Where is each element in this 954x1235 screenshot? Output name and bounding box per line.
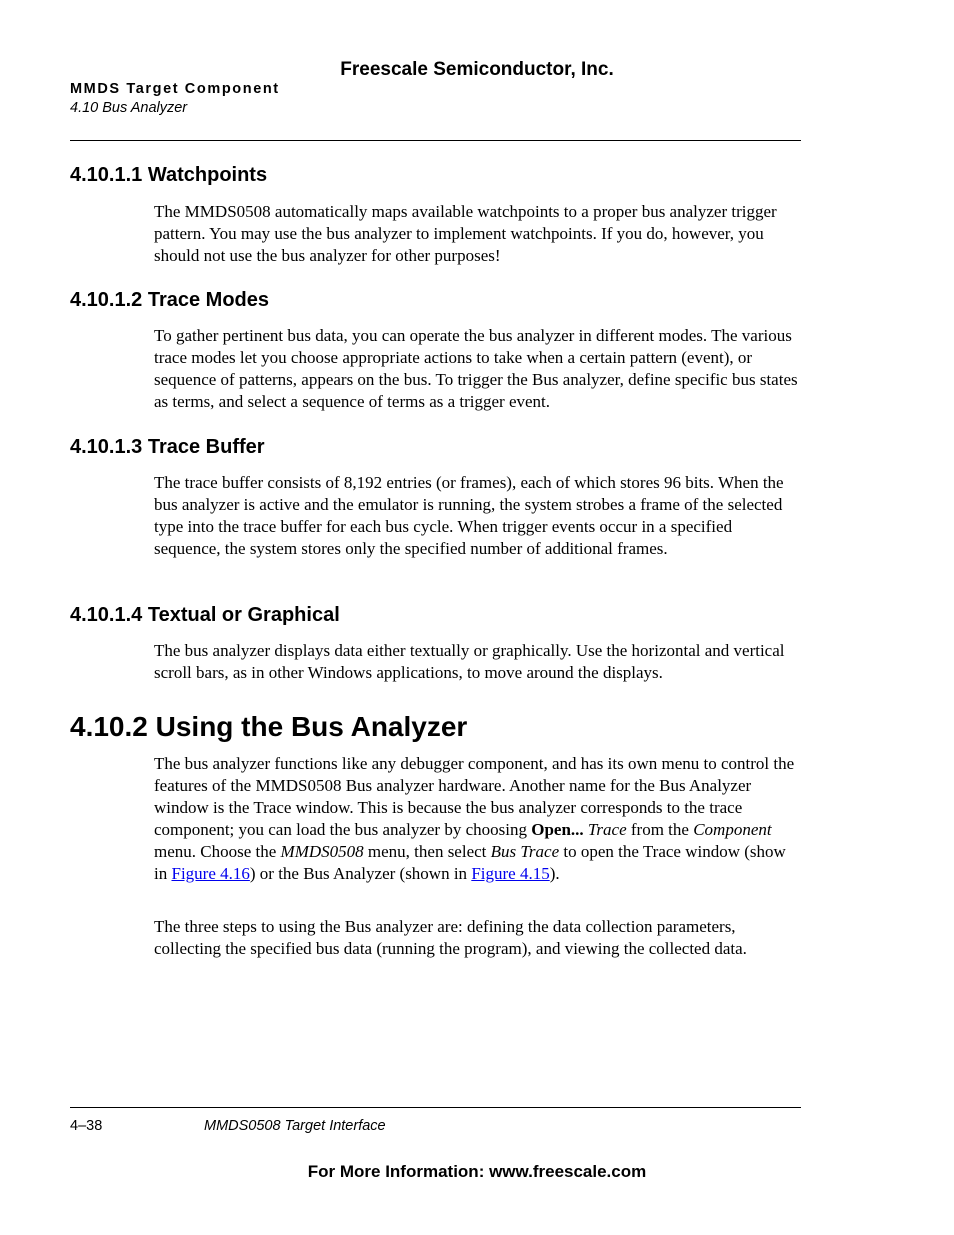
paragraph-three-steps: The three steps to using the Bus analyzer are: defining the data collection parameters, collecting the specified bus data (running the program), and viewing the collected data. [154,917,747,958]
menu-component: Component [693,820,772,839]
text-run: The bus analyzer functions like any debugger component, and has its own menu to control the features of the MMDS0508 Bus analyzer hardware. Another name for the Bus Analyzer window is the Trace window. This is because the bus analyzer corresponds to the trace component; you can load the bus analyzer by choosing [154,754,795,839]
company-name: Freescale Semiconductor, Inc. [340,59,614,80]
page-number: 4–38 [70,1118,103,1134]
menu-mmds0508: MMDS0508 [280,842,364,861]
document-title: MMDS0508 Target Interface [204,1118,386,1134]
text-run: ) or the Bus Analyzer (shown in [249,864,472,883]
text-run: from the [626,820,694,839]
text-run: ). [549,864,560,883]
text-run: to open the Trace window (show in [154,842,786,883]
section-reference: 4.10 Bus Analyzer [70,100,188,116]
footer-rule [70,1107,801,1108]
link-figure-4-15[interactable]: Figure 4.15 [471,864,550,883]
running-head: MMDS Target Component [70,81,280,97]
menu-item-bus-trace: Bus Trace [490,842,560,861]
menu-command-open: Open... [531,820,584,839]
heading-trace-modes: 4.10.1.2 Trace Modes [70,289,270,311]
heading-textual-graphical: 4.10.1.4 Textual or Graphical [70,604,340,626]
heading-watchpoints: 4.10.1.1 Watchpoints [70,164,268,186]
paragraph-textual-graphical: The bus analyzer displays data either textually or graphically. Use the horizontal and vertical scroll bars, as in other Windows applications, to move around the displays. [154,641,785,682]
header-rule [70,140,801,141]
heading-trace-buffer: 4.10.1.3 Trace Buffer [70,436,265,458]
more-info-footer: For More Information: www.freescale.com [307,1162,647,1181]
paragraph-watchpoints: The MMDS0508 automatically maps available watchpoints to a proper bus analyzer trigger pattern. You may use the bus analyzer to implement watchpoints. If you do, however, you should not use the bus analyzer for other purposes! [154,202,777,265]
paragraph-trace-buffer: The trace buffer consists of 8,192 entries (or frames), each of which stores 96 bits. When the bus analyzer is active and the emulator is running, the system strobes a frame of the selected type into the trace buffer for each bus cycle. When trigger events occur in a specified sequence, the system stores only the specified number of additional frames. [154,473,784,558]
link-figure-4-16[interactable]: Figure 4.16 [171,864,250,883]
paragraph-using-bus-analyzer [154,753,802,885]
text-run: menu. Choose the [154,842,281,861]
menu-item-trace: Trace [587,820,627,839]
text-run: menu, then select [363,842,491,861]
paragraph-trace-modes: To gather pertinent bus data, you can operate the bus analyzer in different modes. The various trace modes let you choose appropriate actions to take when a certain pattern (event), or sequence of patterns, appears on the bus. To trigger the Bus analyzer, define specific bus states as terms, and select a sequence of terms as a trigger event. [154,326,798,411]
heading-using-bus-analyzer: 4.10.2 Using the Bus Analyzer [70,711,468,742]
